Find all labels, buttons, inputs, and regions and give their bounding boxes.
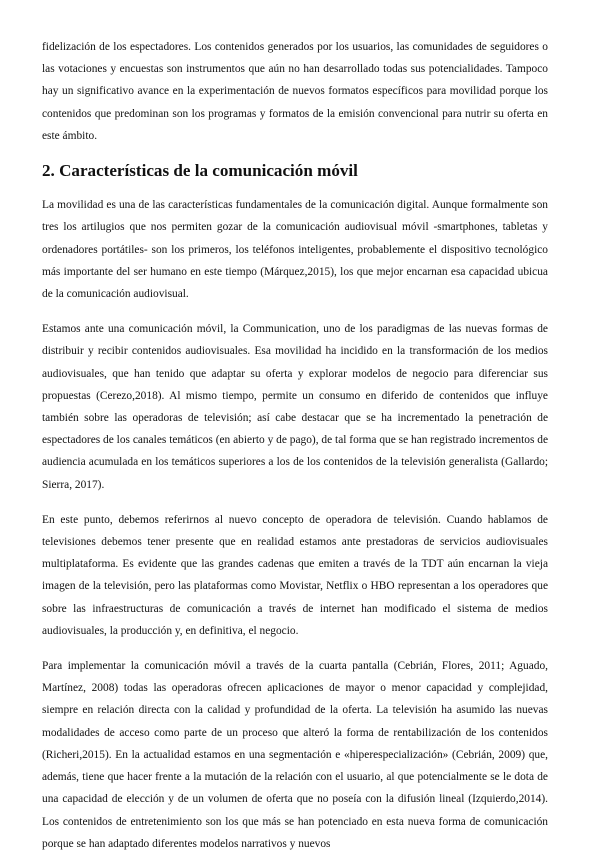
section-heading: 2. Características de la comunicación móvil <box>42 161 358 181</box>
document-page <box>42 36 548 868</box>
paragraph-communication: Estamos ante una comunicación móvil, la Communication, uno de los paradigmas de las nuevas formas de distribuir y recibir contenidos audiovisuales. Esa movilidad ha incidido en la transformación de los medios audiovisuales, que han tenido que adaptar su oferta y explorar modelos de negocio para diferenciar sus propuestas (Cerezo,2018). Al mismo tiempo, permite un consumo en diferido de contenidos que influye también sobre las operadoras de televisión; así cabe destacar que se ha incrementado la penetración de espectadores de los canales temáticos (en abierto y de pago), de tal forma que se han registrado incrementos de audiencia acumulada en los temáticos superiores a los de los contenidos de la televisión generalista (Gallardo; Sierra, 2017). <box>42 323 548 491</box>
paragraph-cuarta-pantalla: Para implementar la comunicación móvil a través de la cuarta pantalla (Cebrián, Flores, 2011; Aguado, Martínez, 2008) todas las operadoras ofrecen aplicaciones de mayor o menor capacidad y complejidad, siempre en relación directa con la calidad y profundidad de la oferta. La televisión ha asumido las nuevas modalidades de acceso como parte de un proceso que alteró la forma de rentabilización de los contenidos (Richeri,2015). En la actualidad estamos en una segmentación e «hiperespecialización» (Cebrián, 2009) que, además, tiene que hacer frente a la mutación de la relación con el usuario, al que potencialmente se le dota de una capacidad de elección y de un volumen de oferta que no poseía con la difusión lineal (Izquierdo,2014). Los contenidos de entretenimiento son los que más se han potenciado en esta nueva forma de comunicación porque se han adaptado diferentes modelos narrativos y nuevos <box>42 660 548 850</box>
paragraph-intro: fidelización de los espectadores. Los contenidos generados por los usuarios, las comunidades de seguidores o las votaciones y encuestas son instrumentos que aún no han desarrollado todas sus potencialidades. Tampoco hay un significativo avance en la experimentación de nuevos formatos específicos para movilidad porque los contenidos que predominan son los programas y formatos de la emisión convencional para nutrir su oferta en este ámbito. <box>42 41 548 142</box>
paragraph-operadora: En este punto, debemos referirnos al nuevo concepto de operadora de televisión. Cuando hablamos de televisiones debemos tener presente que en realidad estamos ante prestadoras de servicios audiovisuales multiplataforma. Es evidente que las grandes cadenas que emiten a través de la TDT aún encarnan la vieja imagen de la televisión, pero las plataformas como Movistar, Netflix o HBO representan a los operadores que sobre las infraestructuras de comunicación a través de internet han modificado el sistema de medios audiovisuales, la producción y, en definitiva, el negocio. <box>42 513 548 637</box>
paragraph-movilidad: La movilidad es una de las características fundamentales de la comunicación digital. Aunque formalmente son tres los artilugios que nos permiten gozar de la comunicación audiovisual móvil -smartphones, tabletas y ordenadores portátiles- son los primeros, los teléfonos inteligentes, probablemente el dispositivo tecnológico más importante del ser humano en este tiempo (Márquez,2015), los que mejor encarnan esa capacidad ubicua de la comunicación audiovisual. <box>42 199 548 301</box>
